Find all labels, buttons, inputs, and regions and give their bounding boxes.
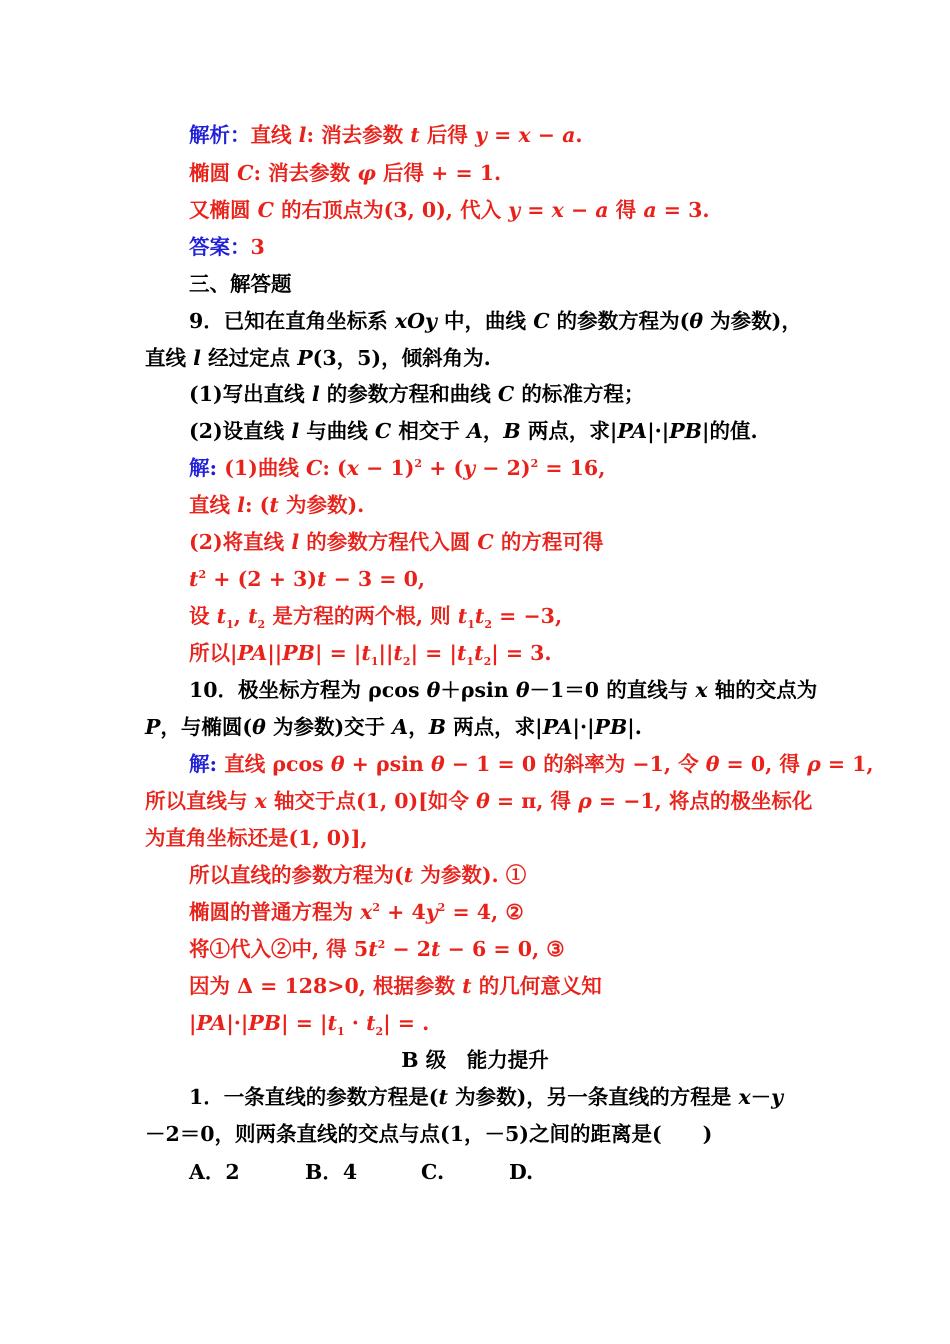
option-d: D. bbox=[509, 1160, 534, 1184]
s10-line-1: 解: 直线 ρcos θ + ρsin θ − 1 = 0 的斜率为 −1, 令 θ = 0, 得 ρ = 1, bbox=[189, 752, 874, 776]
solution-label: 解: bbox=[189, 456, 218, 480]
q9-line-2: 直线 l 经过定点 P(3，5)，倾斜角为. bbox=[145, 346, 491, 370]
solution-label: 解: bbox=[189, 752, 218, 776]
q1-line-1: 1．一条直线的参数方程是(t 为参数)，另一条直线的方程是 x－y bbox=[189, 1085, 784, 1109]
option-b: B．4 bbox=[305, 1160, 358, 1184]
s10-line-6: 将①代入②中, 得 $5t^2 - 2t - 6 = 0$, ③ bbox=[189, 937, 565, 961]
s8-line-3: 又椭圆 C 的右顶点为(3, 0), 代入 y = x − a 得 a = 3. bbox=[189, 198, 710, 222]
analysis-label: 解析： bbox=[189, 123, 251, 147]
s8-line-1: 解析：直线 l: 消去参数 t 后得 y = x − a. bbox=[189, 123, 583, 147]
s9-line-5: 设 $t_1$, $t_2$ 是方程的两个根, 则 $t_1t_2 = -3$, bbox=[189, 604, 563, 632]
q9-part-2: (2)设直线 l 与曲线 C 相交于 A，B 两点，求|PA|·|PB|的值. bbox=[189, 419, 758, 443]
s9-line-3: (2)将直线 l 的参数方程代入圆 C 的方程可得 bbox=[189, 530, 604, 554]
q9-line-1: 9．已知在直角坐标系 xOy 中，曲线 C 的参数方程为(θ 为参数)， bbox=[189, 309, 802, 333]
s9-line-1: 解: (1)曲线 C: $(x - 1)^2 + (y - 2)^2 = 16$, bbox=[189, 456, 606, 480]
s10-line-4: 所以直线的参数方程为(t 为参数). ① bbox=[189, 863, 527, 887]
q1-line-2: －2＝0，则两条直线的交点与点(1，－5)之间的距离是( ) bbox=[145, 1122, 713, 1146]
answer-value: 3 bbox=[250, 235, 265, 259]
s9-line-2: 直线 l: (t 为参数). bbox=[189, 493, 365, 517]
option-c: C. bbox=[421, 1160, 445, 1184]
s10-line-3: 为直角坐标还是(1, 0)], bbox=[145, 826, 368, 850]
q10-line-1: 10．极坐标方程为 ρcos θ＋ρsin θ－1＝0 的直线与 x 轴的交点为 bbox=[189, 678, 818, 702]
s8-line-2: 椭圆 C: 消去参数 φ 后得 + = 1. bbox=[189, 161, 502, 185]
q10-line-2: P，与椭圆(θ 为参数)交于 A，B 两点，求|PA|·|PB|. bbox=[145, 715, 642, 739]
s9-line-4: $t^2 + (2 + 3)t - 3 = 0$, bbox=[189, 567, 426, 591]
answer-label: 答案： bbox=[189, 235, 251, 259]
s10-line-2: 所以直线与 x 轴交于点(1, 0)[如令 θ = π, 得 ρ = −1, 将点的极坐标化 bbox=[145, 789, 813, 813]
s10-line-5: 椭圆的普通方程为 $x^2 + 4y^2 = 4$, ② bbox=[189, 900, 524, 924]
q1-options bbox=[189, 1159, 533, 1185]
section-heading: 三、解答题 bbox=[189, 272, 292, 296]
q9-part-1: (1)写出直线 l 的参数方程和曲线 C 的标准方程； bbox=[189, 382, 645, 406]
s9-line-6: 所以$|PA||PB| = |t_1||t_2| = |t_1t_2| = 3$. bbox=[189, 641, 552, 669]
s10-line-8: $|PA|\cdot|PB| = |t_1 \cdot t_2|$ = . bbox=[189, 1011, 430, 1039]
s10-line-7: 因为 Δ = 128>0, 根据参数 t 的几何意义知 bbox=[189, 974, 602, 998]
s8-answer bbox=[189, 234, 265, 260]
section-b-heading: B 级 能力提升 bbox=[401, 1048, 549, 1072]
option-a: A．2 bbox=[189, 1160, 240, 1184]
